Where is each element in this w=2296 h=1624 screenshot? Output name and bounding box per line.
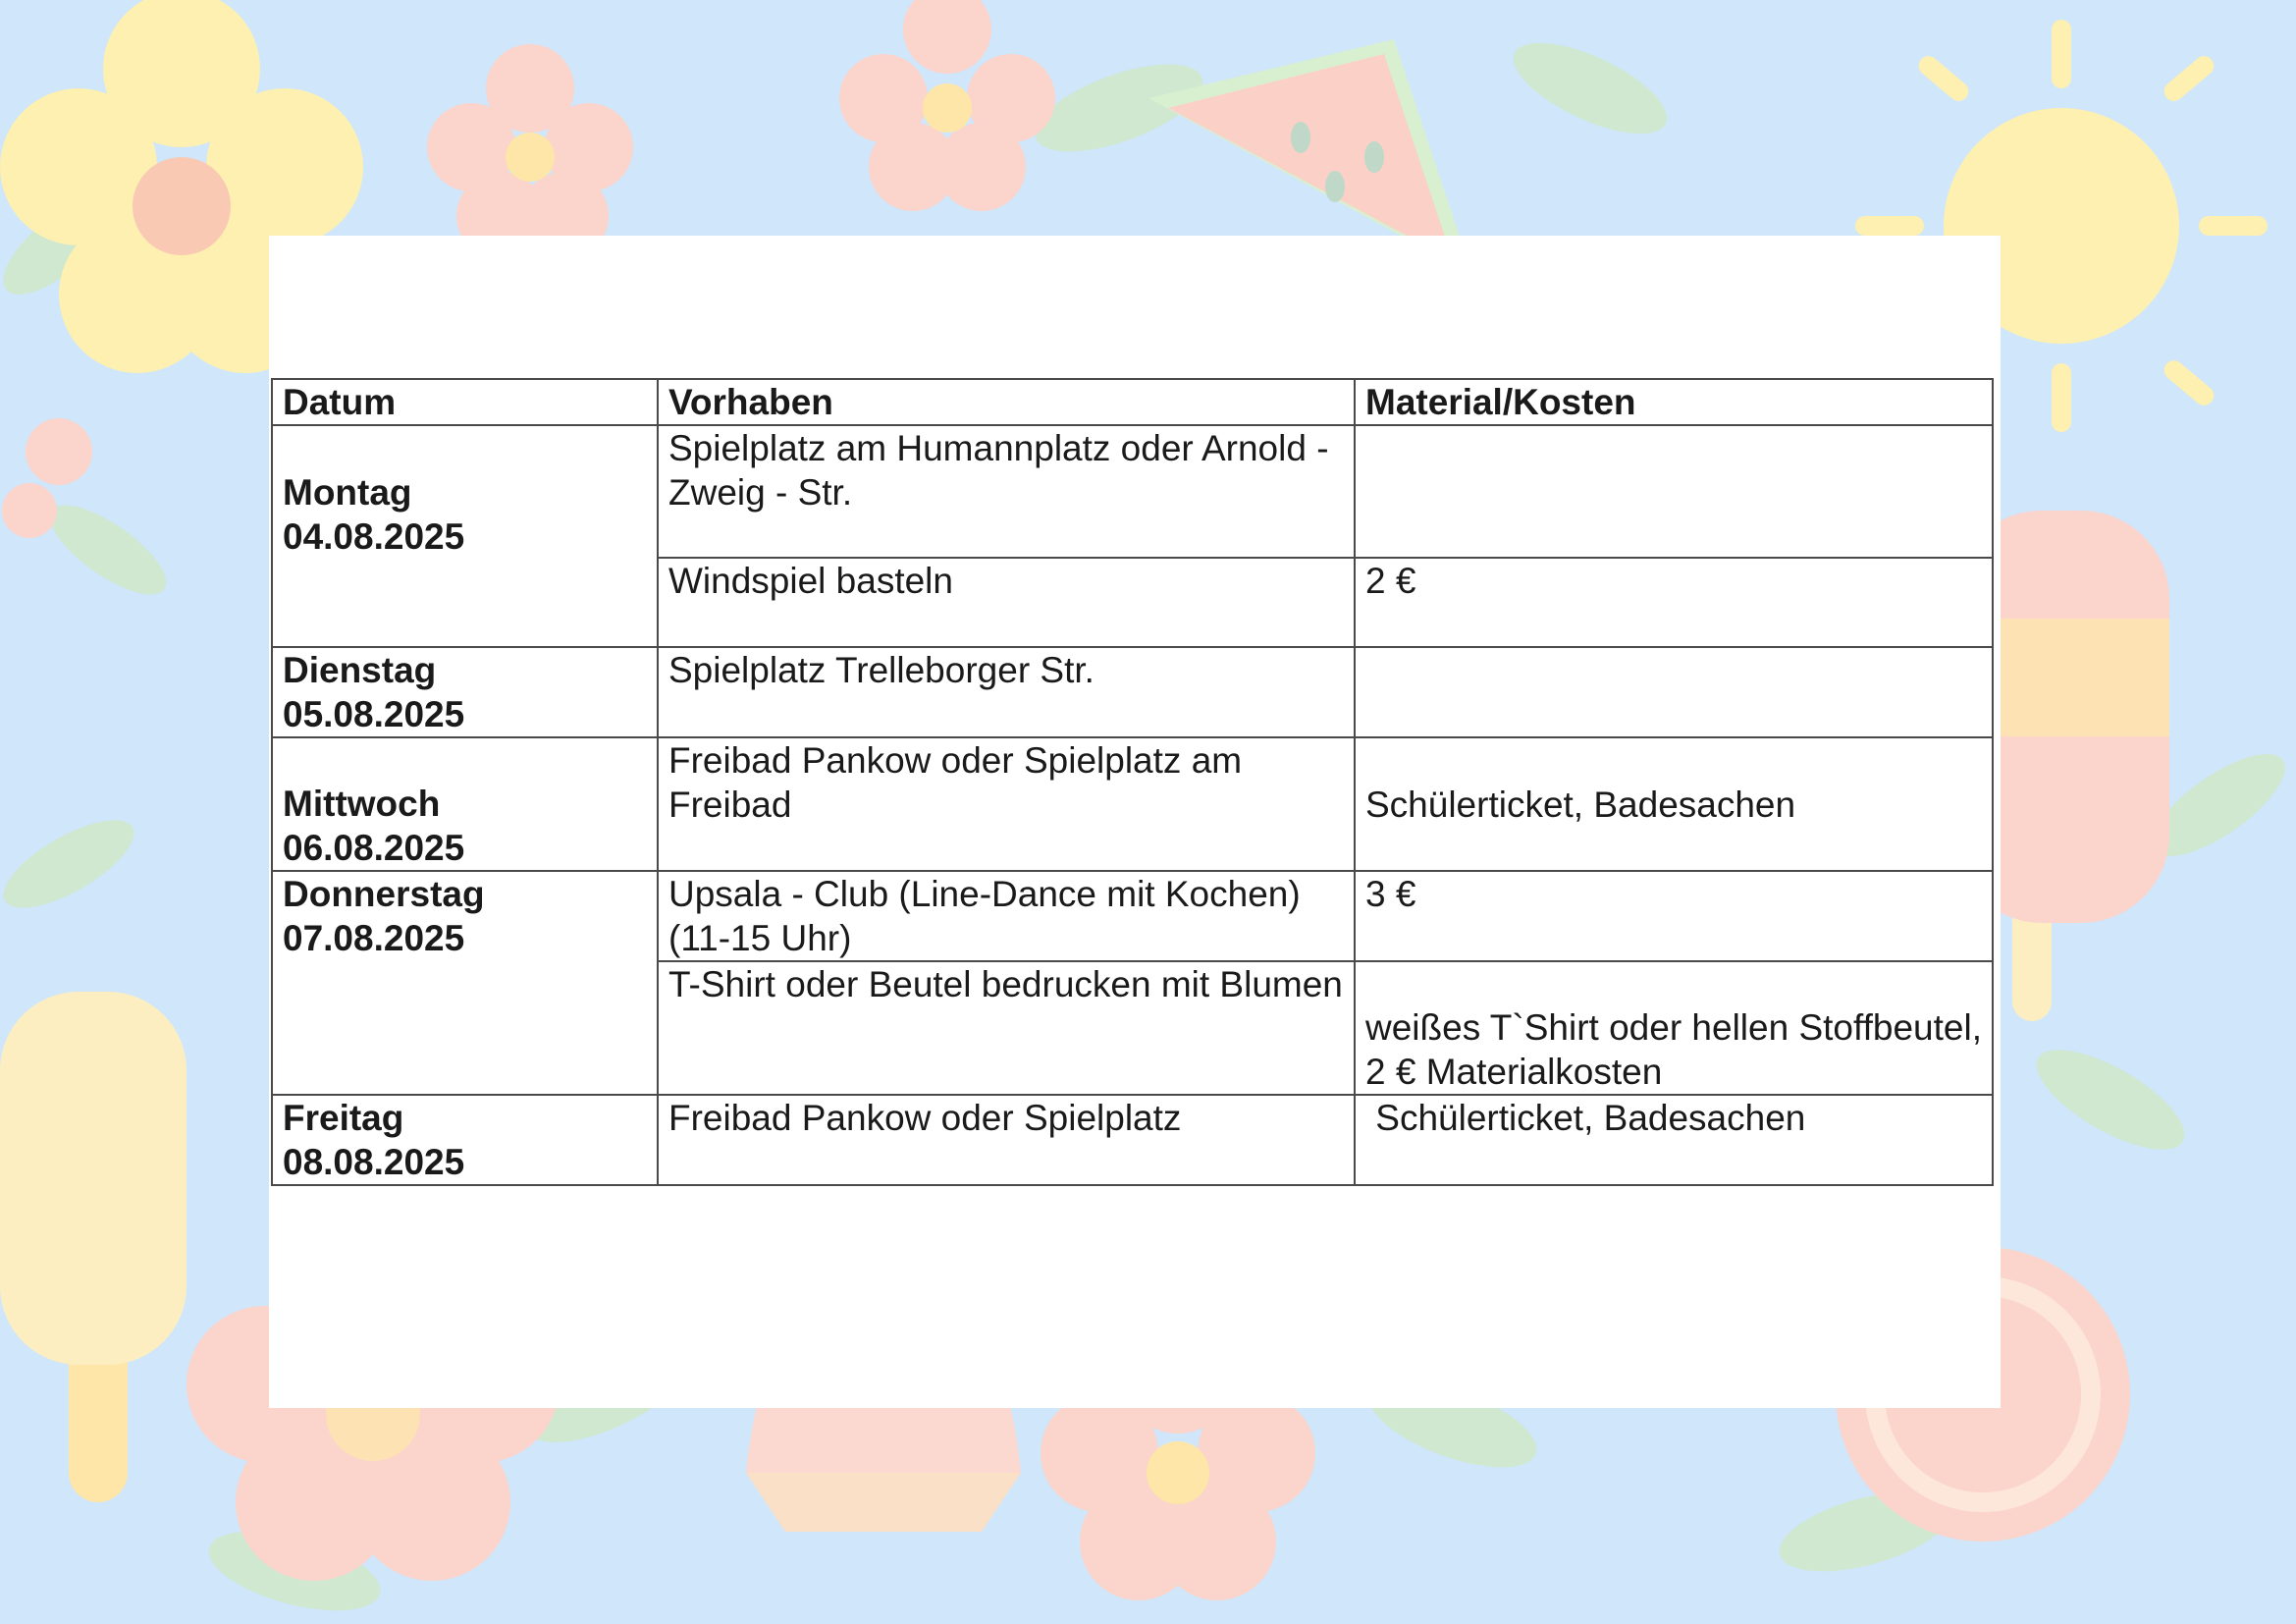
table-row [272,737,1993,871]
plan-cell: Freibad Pankow oder Spielplatz am Freibad [658,737,1355,871]
flower-icon [839,0,1055,211]
date-label: 08.08.2025 [283,1142,465,1182]
material-cell [1355,425,1993,558]
header-vorhaben: Vorhaben [658,379,1355,425]
table-header-row [272,379,1993,425]
date-cell [272,647,658,737]
popsicle-icon [0,992,187,1502]
date-cell [272,871,658,1095]
date-label: 04.08.2025 [283,516,465,557]
weekday-label: Freitag [283,1098,404,1138]
leaf-icon [0,803,146,924]
weekday-label: Donnerstag [283,874,485,914]
date-label: 06.08.2025 [283,828,465,868]
plan-cell: Upsala - Club (Line-Dance mit Kochen) (11-15 Uhr) [658,871,1355,961]
material-cell: weißes T`Shirt oder hellen Stoffbeutel, 2 € Materialkosten [1355,961,1993,1095]
table-row [272,1095,1993,1185]
material-cell [1355,647,1993,737]
material-cell: 2 € [1355,558,1993,647]
date-cell [272,1095,658,1185]
material-cell: Schülerticket, Badesachen [1355,1095,1993,1185]
table-row [272,647,1993,737]
material-cell: 3 € [1355,871,1993,961]
weekday-label: Dienstag [283,650,437,690]
date-cell [272,737,658,871]
date-label: 07.08.2025 [283,918,465,958]
schedule-table [271,378,1994,1186]
material-cell: Schülerticket, Badesachen [1355,737,1993,871]
plan-cell: Windspiel basteln [658,558,1355,647]
plan-cell: T-Shirt oder Beutel bedrucken mit Blumen [658,961,1355,1095]
header-material: Material/Kosten [1355,379,1993,425]
weekday-label: Montag [283,472,412,513]
table-row [272,425,1993,558]
header-datum: Datum [272,379,658,425]
date-cell [272,425,658,647]
table-row [272,871,1993,961]
weekday-label: Mittwoch [283,784,441,824]
plan-cell: Spielplatz Trelleborger Str. [658,647,1355,737]
leaf-icon [37,490,180,611]
leaf-icon [1501,25,1679,152]
flower-icon [427,44,633,260]
plan-cell: Freibad Pankow oder Spielplatz [658,1095,1355,1185]
date-label: 05.08.2025 [283,694,465,734]
plan-cell: Spielplatz am Humannplatz oder Arnold - Zweig - Str. [658,425,1355,558]
leaf-icon [2022,1031,2198,1168]
